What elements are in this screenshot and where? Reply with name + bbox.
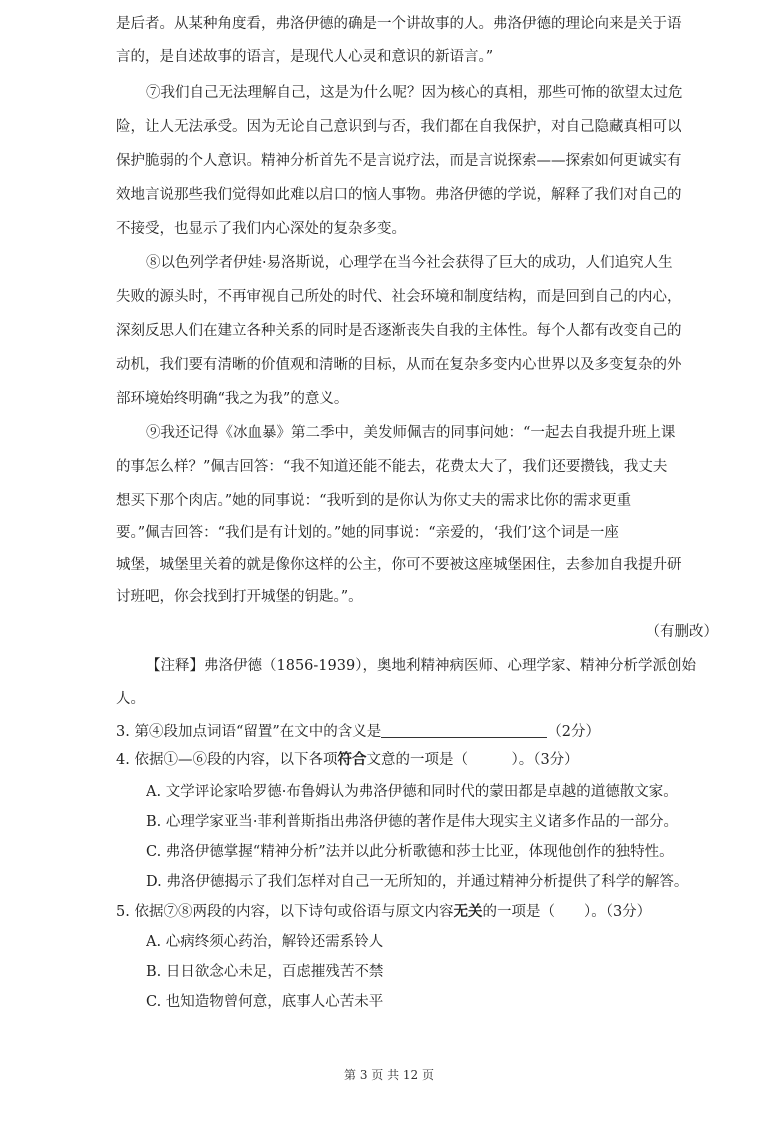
text-line: 动机，我们要有清晰的价值观和清晰的目标，从而在复杂多变内心世界以及多变复杂的外 [116, 357, 682, 373]
question-5-suffix: 的一项是（ ）。（3分） [482, 904, 652, 920]
annotation-note-cont: 人。 [116, 691, 145, 707]
question-4-option-a[interactable]: A. 文学评论家哈罗德·布鲁姆认为弗洛伊德和同时代的蒙田都是卓越的道德散文家。 [146, 784, 678, 800]
question-3-text: 3. 第④段加点词语“留置”在文中的含义是 [116, 724, 382, 740]
paragraph-8-start: ⑧以色列学者伊娃·易洛斯说，心理学在当今社会获得了巨大的成功，人们追究人生 [146, 255, 673, 271]
text-line: 部环境始终明确“我之为我”的意义。 [116, 391, 349, 407]
question-4-option-b[interactable]: B. 心理学家亚当·菲利普斯指出弗洛伊德的著作是伟大现实主义诸多作品的一部分。 [146, 814, 678, 830]
question-3 [116, 722, 718, 742]
text-line: 要。”佩吉回答：“我们是有计划的。”她的同事说：“亲爱的，‘我们’这个词是一座 [116, 525, 619, 541]
text-line: 不接受，也显示了我们内心深处的复杂多变。 [116, 221, 406, 237]
text-line: 的事怎么样？”佩吉回答：“我不知道还能不能去，花费太大了，我们还要攒钱，我丈夫 [116, 459, 668, 475]
question-4-option-c[interactable]: C. 弗洛伊德掌握“精神分析”法并以此分析歌德和莎士比亚，体现他创作的独特性。 [146, 844, 674, 860]
paragraph-7-start: ⑦我们自己无法理解自己，这是为什么呢？因为核心的真相，那些可怖的欲望太过危 [146, 85, 683, 101]
question-5-option-b[interactable]: B. 日日欲念心未足，百虑摧残苦不禁 [146, 964, 384, 980]
text-line: 效地言说那些我们觉得如此难以启口的恼人事物。弗洛伊德的学说，解释了我们对自己的 [116, 187, 682, 203]
question-4 [116, 750, 718, 770]
answer-blank[interactable] [381, 723, 547, 738]
text-line: 保护脆弱的个人意识。精神分析首先不是言说疗法，而是言说探索——探索如何更诚实有 [116, 153, 682, 169]
question-4-suffix: 文意的一项是（ ）。（3分） [366, 752, 579, 768]
question-5-option-c[interactable]: C. 也知造物曾何意，底事人心苦未平 [146, 994, 384, 1010]
text-line: 深刻反思人们在建立各种关系的同时是否逐渐丧失自我的主体性。每个人都有改变自己的 [116, 323, 682, 339]
paragraph-9-start: ⑨我还记得《冰血暴》第二季中，美发师佩吉的同事问她：“一起去自我提升班上课 [146, 425, 676, 441]
text-line: 讨班吧，你会找到打开城堡的钥匙。”。 [116, 589, 363, 605]
question-3-score: （2分） [547, 724, 601, 740]
text-line: 想买下那个肉店。”她的同事说：“我听到的是你认为你丈夫的需求比你的需求更重 [116, 493, 632, 509]
question-5-prefix: 5. 依据⑦⑧两段的内容，以下诗句或俗语与原文内容 [116, 904, 454, 920]
question-5-option-a[interactable]: A. 心病终须心药治，解铃还需系铃人 [146, 934, 384, 950]
text-line: 城堡，城堡里关着的就是像你这样的公主，你可不要被这座城堡困住，去参加自我提升研 [116, 557, 682, 573]
text-line: 言的，是自述故事的语言，是现代人心灵和意识的新语言。” [116, 49, 494, 65]
text-line: 险，让人无法承受。因为无论自己意识到与否，我们都在自我保护，对自己隐藏真相可以 [116, 119, 682, 135]
question-4-option-d[interactable]: D. 弗洛伊德揭示了我们怎样对自己一无所知的，并通过精神分析提供了科学的解答。 [146, 874, 689, 890]
annotation-note: 【注释】弗洛伊德（1856-1939），奥地利精神病医师、心理学家、精神分析学派创始 [146, 658, 696, 674]
question-5-keyword: 无关 [453, 903, 483, 920]
text-line: 失败的源头时，不再审视自己所处的时代、社会环境和制度结构，而是回到自己的内心， [116, 289, 682, 305]
question-4-prefix: 4. 依据①—⑥段的内容，以下各项 [116, 752, 338, 768]
question-5 [116, 902, 718, 922]
text-line: 是后者。从某种角度看，弗洛伊德的确是一个讲故事的人。弗洛伊德的理论向来是关于语 [116, 16, 682, 32]
page-footer: 第 3 页 共 12 页 [344, 1068, 434, 1082]
question-4-keyword: 符合 [337, 751, 367, 768]
source-note: （有删改） [645, 624, 718, 640]
